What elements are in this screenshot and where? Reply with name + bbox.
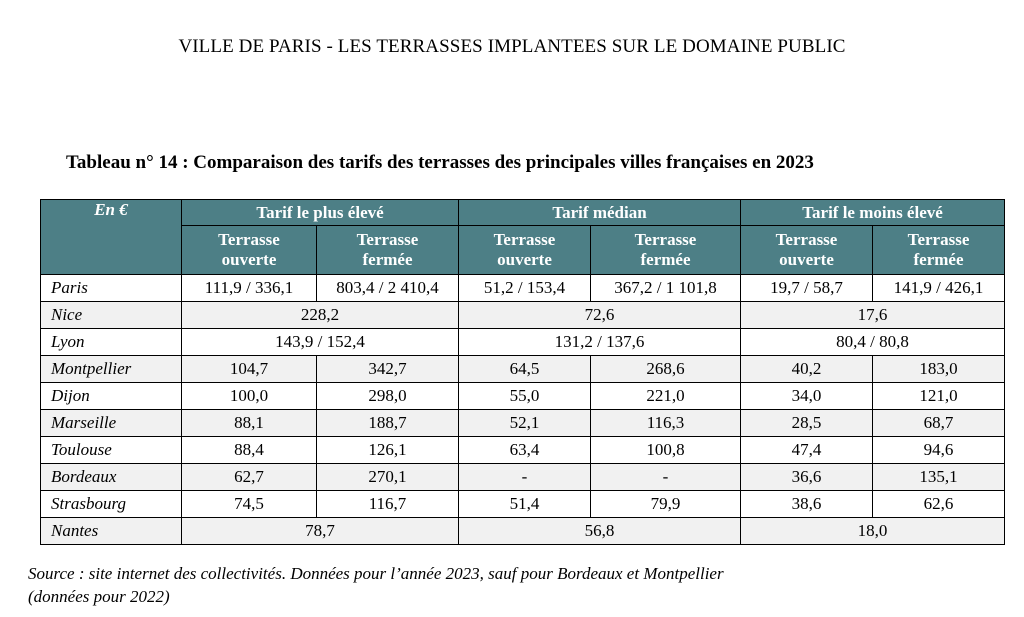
sub-header <box>741 226 873 275</box>
source-line: (données pour 2022) <box>28 587 170 606</box>
value-cell: 55,0 <box>459 383 591 410</box>
value-cell: 51,4 <box>459 491 591 518</box>
value-cell: 221,0 <box>591 383 741 410</box>
value-cell: 188,7 <box>317 410 459 437</box>
table-row <box>41 491 1005 518</box>
sub-header <box>182 226 317 275</box>
value-cell: 36,6 <box>741 464 873 491</box>
value-cell: 52,1 <box>459 410 591 437</box>
value-cell: 183,0 <box>873 356 1005 383</box>
sub-header-line: fermée <box>362 250 413 269</box>
value-cell: 298,0 <box>317 383 459 410</box>
value-cell: - <box>459 464 591 491</box>
table-row <box>41 410 1005 437</box>
merged-value-cell: 18,0 <box>741 518 1005 545</box>
sub-header-line: Terrasse <box>634 230 697 249</box>
value-cell: 68,7 <box>873 410 1005 437</box>
document-header: VILLE DE PARIS - LES TERRASSES IMPLANTEES SUR LE DOMAINE PUBLIC <box>178 36 846 57</box>
value-cell: 28,5 <box>741 410 873 437</box>
merged-value-cell: 56,8 <box>459 518 741 545</box>
corner-header: En € <box>41 200 182 275</box>
value-cell: 126,1 <box>317 437 459 464</box>
city-cell: Dijon <box>41 383 182 410</box>
sub-header-line: ouverte <box>779 250 834 269</box>
value-cell: 62,6 <box>873 491 1005 518</box>
value-cell: 111,9 / 336,1 <box>182 275 317 302</box>
value-cell: 116,3 <box>591 410 741 437</box>
tariff-comparison-table <box>40 199 1005 545</box>
group-header: Tarif le plus élevé <box>182 200 459 226</box>
city-cell: Lyon <box>41 329 182 356</box>
value-cell: 19,7 / 58,7 <box>741 275 873 302</box>
merged-value-cell: 17,6 <box>741 302 1005 329</box>
value-cell: 270,1 <box>317 464 459 491</box>
table-row <box>41 518 1005 545</box>
table-row <box>41 275 1005 302</box>
city-cell: Strasbourg <box>41 491 182 518</box>
city-cell: Bordeaux <box>41 464 182 491</box>
merged-value-cell: 131,2 / 137,6 <box>459 329 741 356</box>
sub-header <box>459 226 591 275</box>
city-cell: Nantes <box>41 518 182 545</box>
group-header-row <box>41 200 1005 226</box>
value-cell: 47,4 <box>741 437 873 464</box>
value-cell: 34,0 <box>741 383 873 410</box>
value-cell: 63,4 <box>459 437 591 464</box>
value-cell: 104,7 <box>182 356 317 383</box>
table-row <box>41 383 1005 410</box>
table-row <box>41 356 1005 383</box>
table-row <box>41 464 1005 491</box>
table-row <box>41 329 1005 356</box>
value-cell: 88,4 <box>182 437 317 464</box>
sub-header-line: ouverte <box>497 250 552 269</box>
table-title: Tableau n° 14 : Comparaison des tarifs des terrasses des principales villes françaises en 2023 <box>66 152 814 173</box>
value-cell: 367,2 / 1 101,8 <box>591 275 741 302</box>
merged-value-cell: 143,9 / 152,4 <box>182 329 459 356</box>
value-cell: 79,9 <box>591 491 741 518</box>
sub-header <box>873 226 1005 275</box>
value-cell: 62,7 <box>182 464 317 491</box>
city-cell: Marseille <box>41 410 182 437</box>
merged-value-cell: 80,4 / 80,8 <box>741 329 1005 356</box>
value-cell: 803,4 / 2 410,4 <box>317 275 459 302</box>
value-cell: 51,2 / 153,4 <box>459 275 591 302</box>
sub-header-line: Terrasse <box>907 230 970 249</box>
group-header: Tarif le moins élevé <box>741 200 1005 226</box>
group-header: Tarif médian <box>459 200 741 226</box>
value-cell: 342,7 <box>317 356 459 383</box>
sub-header <box>591 226 741 275</box>
value-cell: 38,6 <box>741 491 873 518</box>
value-cell: 268,6 <box>591 356 741 383</box>
sub-header-line: Terrasse <box>775 230 838 249</box>
value-cell: 40,2 <box>741 356 873 383</box>
city-cell: Paris <box>41 275 182 302</box>
value-cell: - <box>591 464 741 491</box>
merged-value-cell: 228,2 <box>182 302 459 329</box>
source-line: Source : site internet des collectivités. Données pour l’année 2023, sauf pour Bordeaux et Montpellier <box>28 564 724 583</box>
sub-header-line: ouverte <box>221 250 277 269</box>
value-cell: 116,7 <box>317 491 459 518</box>
city-cell: Montpellier <box>41 356 182 383</box>
table-row <box>41 302 1005 329</box>
table-row <box>41 437 1005 464</box>
value-cell: 135,1 <box>873 464 1005 491</box>
sub-header-line: fermée <box>913 250 964 269</box>
value-cell: 64,5 <box>459 356 591 383</box>
value-cell: 88,1 <box>182 410 317 437</box>
source-note <box>28 562 724 608</box>
city-cell: Nice <box>41 302 182 329</box>
sub-header-row <box>41 226 1005 275</box>
sub-header-line: fermée <box>640 250 691 269</box>
value-cell: 100,0 <box>182 383 317 410</box>
sub-header <box>317 226 459 275</box>
merged-value-cell: 72,6 <box>459 302 741 329</box>
value-cell: 74,5 <box>182 491 317 518</box>
value-cell: 141,9 / 426,1 <box>873 275 1005 302</box>
value-cell: 94,6 <box>873 437 1005 464</box>
value-cell: 100,8 <box>591 437 741 464</box>
sub-header-line: Terrasse <box>356 230 419 249</box>
city-cell: Toulouse <box>41 437 182 464</box>
value-cell: 121,0 <box>873 383 1005 410</box>
sub-header-line: Terrasse <box>218 230 280 249</box>
merged-value-cell: 78,7 <box>182 518 459 545</box>
sub-header-line: Terrasse <box>493 230 556 249</box>
